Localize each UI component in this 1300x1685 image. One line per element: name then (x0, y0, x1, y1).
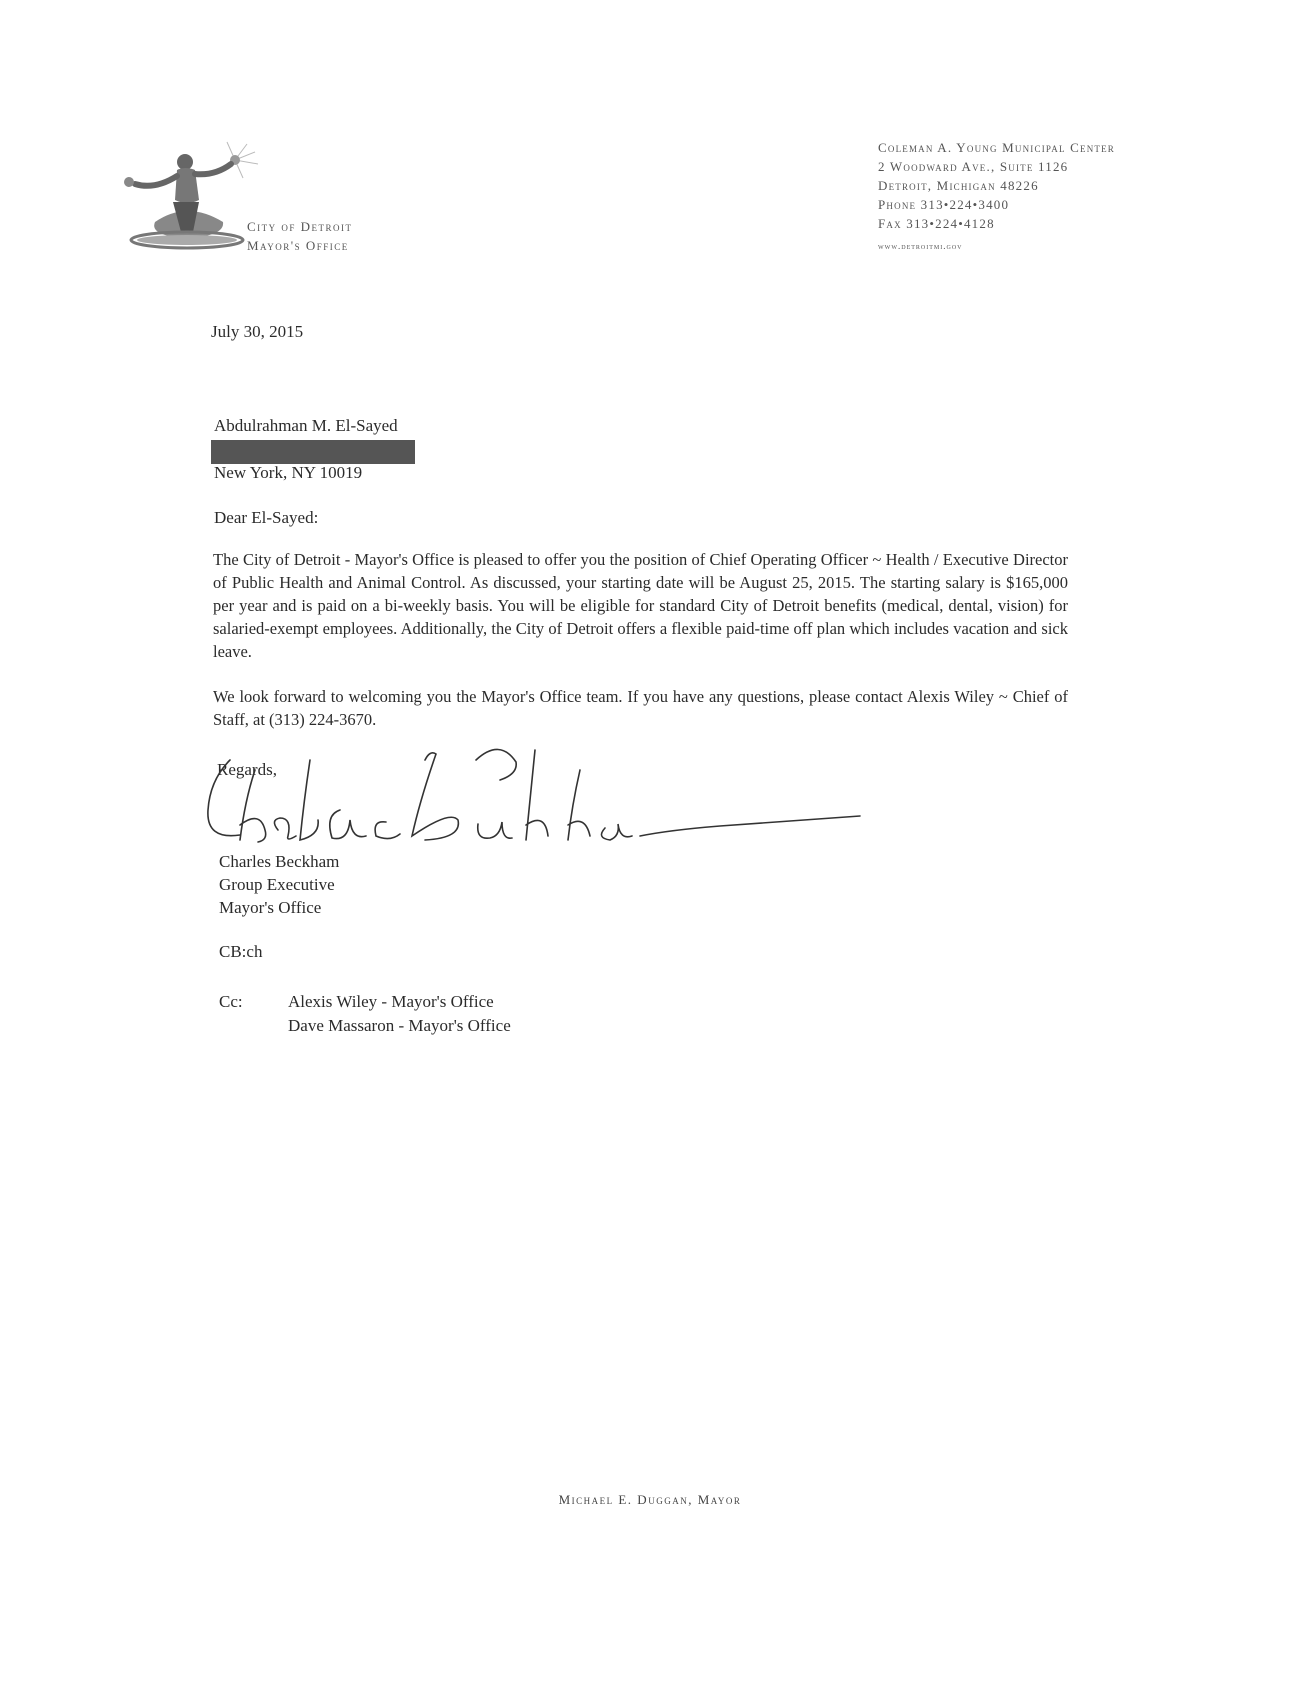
letterhead-address (878, 138, 1115, 256)
signer-name: Charles Beckham (219, 852, 340, 871)
cc-list (288, 990, 511, 1038)
recipient-address (214, 414, 415, 485)
signer-title: Group Executive (219, 875, 335, 894)
cc-block (219, 990, 511, 1038)
address-line: 2 Woodward Ave., Suite 1126 (878, 159, 1069, 174)
body-paragraph-offer: The City of Detroit - Mayor's Office is pleased to offer you the position of Chief Operating Officer ~ Health / Executive Director of Public Health and Animal Control. As discussed, your starting date will be August 25, 2015. The starting salary is $165,000 per year and is paid on a bi-weekly basis. You will be eligible for standard City of Detroit benefits (medical, dental, vision) for salaried-exempt employees. Additionally, the City of Detroit offers a flexible paid-time off plan which includes vacation and sick leave. (213, 550, 1068, 661)
office-name (247, 217, 353, 255)
cc-recipient: Alexis Wiley - Mayor's Office (288, 992, 494, 1011)
office-name-line2: Mayor's Office (247, 238, 349, 253)
website-link[interactable]: www.detroitmi.gov (878, 241, 963, 251)
spirit-of-detroit-logo (115, 140, 265, 255)
letter-date: July 30, 2015 (211, 322, 304, 341)
recipient-city: New York, NY 10019 (214, 463, 363, 482)
typist-initials: CB:ch (219, 942, 263, 961)
address-line: Detroit, Michigan 48226 (878, 178, 1039, 193)
body-paragraph-welcome: We look forward to welcoming you the Mayor's Office team. If you have any questions, please contact Alexis Wiley ~ Chief of Staff, at (313) 224-3670. (213, 687, 1068, 729)
office-name-line1: City of Detroit (247, 219, 353, 234)
signer-office: Mayor's Office (219, 898, 322, 917)
address-line: Coleman A. Young Municipal Center (878, 140, 1115, 155)
salutation: Dear El-Sayed: (214, 508, 319, 527)
closing: Regards, (217, 760, 277, 779)
footer-mayor: Michael E. Duggan, Mayor (558, 1492, 742, 1507)
signature-block (219, 850, 339, 919)
cc-recipient: Dave Massaron - Mayor's Office (288, 1016, 511, 1035)
cc-label: Cc: (219, 992, 243, 1011)
phone-line: Phone 313•224•3400 (878, 197, 1010, 212)
recipient-name: Abdulrahman M. El-Sayed (214, 416, 398, 435)
fax-line: Fax 313•224•4128 (878, 216, 995, 231)
